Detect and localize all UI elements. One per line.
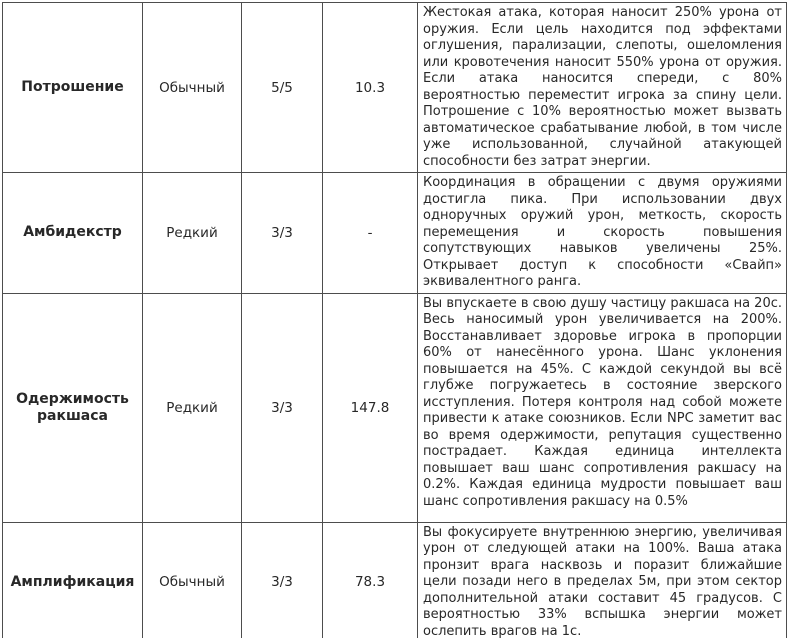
rarity-cell: Редкий	[143, 173, 242, 294]
table-row	[3, 522, 787, 638]
value-cell: 147.8	[323, 293, 418, 522]
value-cell: 78.3	[323, 522, 418, 638]
table-row	[3, 3, 787, 173]
description-cell: Жестокая атака, которая наносит 250% урона от оружия. Если цель находится под эффектами оглушения, парализации, слепоты, ошеломления или кровотечения наносит 550% урона от оружия. Если атака наносится спереди, с 80% вероятностью переместит игрока за спину цели. Потрошение с 10% вероятностью может вызвать автоматическое срабатывание любой, в том числе уже использованной, случайной атакующей способности без затрат энергии.	[418, 3, 787, 173]
table-row	[3, 293, 787, 522]
description-cell: Вы впускаете в свою душу частицу ракшаса на 20с. Весь наносимый урон увеличивается на 200%. Восстанавливает здоровье игрока в пропорции 60% от нанесённого урона. Шанс уклонения повышается на 45%. С каждой секундой вы всё глубже погружаетесь в состояние зверского исступления. Потеря контроля над собой можете привести к атаке союзников. Если NPC заметит вас во время одержимости, репутация существенно пострадает. Каждая единица интеллекта повышает ваш шанс сопротивления ракшасу на 0.2%. Каждая единица мудрости повышает ваш шанс сопротивления ракшасу на 0.5%	[418, 293, 787, 522]
description-cell: Координация в обращении с двумя оружиями достигла пика. При использовании двух одноручных оружий урон, меткость, скорость перемещения и скорость повышения сопутствующих навыков увеличены 25%. Открывает доступ к способности «Свайп» эквивалентного ранга.	[418, 173, 787, 294]
skill-name-cell: Амбидекстр	[3, 173, 143, 294]
skill-name-cell: Одержимость ракшаса	[3, 293, 143, 522]
table-row	[3, 173, 787, 294]
value-cell: -	[323, 173, 418, 294]
value-cell: 10.3	[323, 3, 418, 173]
skill-name-cell: Потрошение	[3, 3, 143, 173]
skill-name-cell: Амплификация	[3, 522, 143, 638]
level-cell: 3/3	[242, 293, 323, 522]
description-cell: Вы фокусируете внутреннюю энергию, увеличивая урон от следующей атаки на 100%. Ваша атака пронзит врага насквозь и поразит ближайшие цели позади него в пределах 5м, при этом сектор дополнительной атаки составит 45 градусов. С вероятностью 33% вспышка энергии может ослепить врагов на 1с.	[418, 522, 787, 638]
rarity-cell: Обычный	[143, 3, 242, 173]
level-cell: 5/5	[242, 3, 323, 173]
level-cell: 3/3	[242, 522, 323, 638]
rarity-cell: Обычный	[143, 522, 242, 638]
rarity-cell: Редкий	[143, 293, 242, 522]
skills-table	[2, 2, 787, 638]
level-cell: 3/3	[242, 173, 323, 294]
